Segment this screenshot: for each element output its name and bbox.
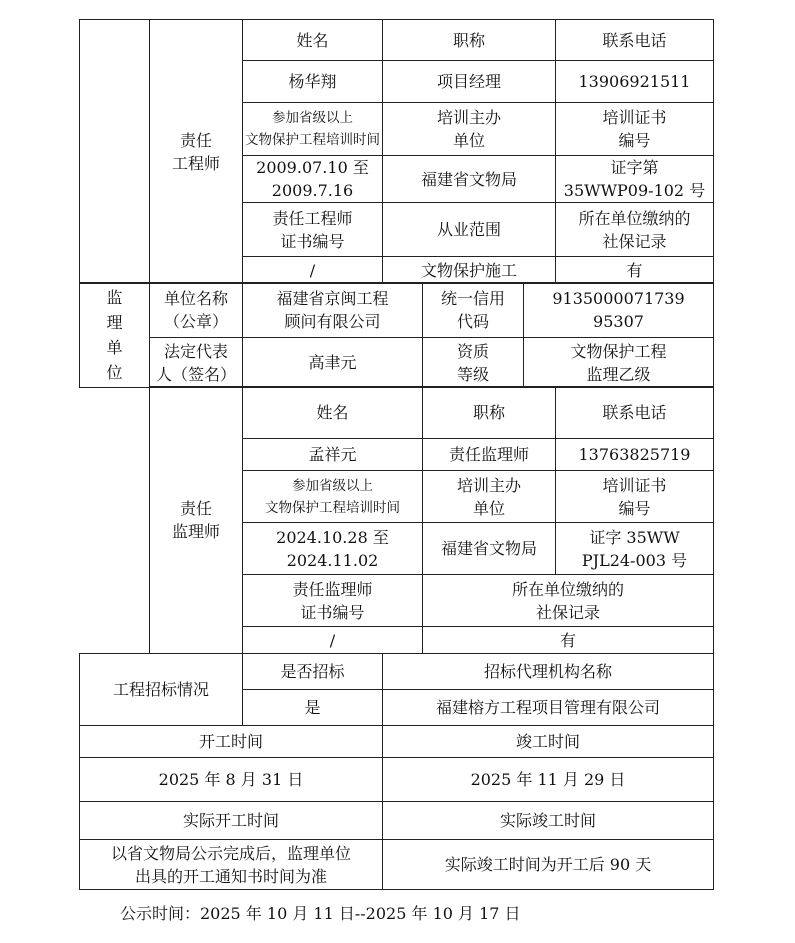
- announcement-period: 公示时间：2025 年 10 月 11 日--2025 年 10 月 17 日: [120, 904, 521, 923]
- engineer-training-org-label: 培训主办 单位: [383, 103, 556, 156]
- engineer-scope-label: 从业范围: [383, 203, 556, 257]
- engineer-phone: 13906921511: [556, 61, 714, 103]
- engineer-training-time: 2009.07.10 至 2009.7.16: [243, 156, 383, 203]
- end-time-value: 2025 年 11 月 29 日: [383, 758, 714, 802]
- supervisor-position-header: 职称: [423, 387, 556, 439]
- actual-start-value: 以省文物局公示完成后，监理单位 出具的开工通知书时间为准: [80, 840, 383, 890]
- supervisor-training-cert-label: 培训证书 编号: [556, 471, 714, 523]
- supervisor-engineer-table: [149, 386, 714, 654]
- engineer-training-cert-label: 培训证书 编号: [556, 103, 714, 156]
- supervisor-qualification-label: 资质 等级: [423, 338, 524, 388]
- bidding-schedule-table: [79, 653, 714, 726]
- supervisor-social: 有: [423, 627, 714, 654]
- start-time-value: 2025 年 8 月 31 日: [80, 758, 383, 802]
- agency-label: 招标代理机构名称: [383, 654, 714, 690]
- actual-end-label: 实际竣工时间: [383, 802, 714, 840]
- engineer-cert-no: /: [243, 257, 383, 284]
- engineer-training-cert: 证字第 35WWP09-102 号: [556, 156, 714, 203]
- supervisor-legal-rep-label: 法定代表 人（签名）: [150, 338, 243, 388]
- actual-start-label: 实际开工时间: [80, 802, 383, 840]
- engineer-training-time-label: 参加省级以上 文物保护工程培训时间: [243, 103, 383, 156]
- engineer-training-org: 福建省文物局: [383, 156, 556, 203]
- engineer-phone-header: 联系电话: [556, 20, 714, 61]
- supervisor-name: 孟祥元: [243, 439, 423, 471]
- engineer-position: 项目经理: [383, 61, 556, 103]
- engineer-name-header: 姓名: [243, 20, 383, 61]
- engineer-scope: 文物保护施工: [383, 257, 556, 284]
- supervisor-cert-no-label: 责任监理师 证书编号: [243, 575, 423, 627]
- engineer-name: 杨华翔: [243, 61, 383, 103]
- start-time-label: 开工时间: [80, 726, 383, 758]
- supervisor-qualification: 文物保护工程 监理乙级: [524, 338, 714, 388]
- supervisor-credit-code-label: 统一信用 代码: [423, 283, 524, 338]
- engineer-social-label: 所在单位缴纳的 社保记录: [556, 203, 714, 257]
- schedule-table: [79, 725, 714, 890]
- supervisor-phone: 13763825719: [556, 439, 714, 471]
- is-bid-value: 是: [243, 690, 383, 726]
- supervisor-social-label: 所在单位缴纳的 社保记录: [423, 575, 714, 627]
- supervisor-unit-name-label: 单位名称 （公章）: [150, 283, 243, 338]
- is-bid-label: 是否招标: [243, 654, 383, 690]
- supervisor-training-time: 2024.10.28 至 2024.11.02: [243, 523, 423, 575]
- supervisor-unit-name: 福建省京闽工程 顾问有限公司: [243, 283, 423, 338]
- supervisor-cert-no: /: [243, 627, 423, 654]
- agency-value: 福建榕方工程项目管理有限公司: [383, 690, 714, 726]
- supervisor-phone-header: 联系电话: [556, 387, 714, 439]
- supervisor-title: 责任 监理师: [150, 387, 243, 654]
- supervisor-section-label: 监 理 单 位: [80, 283, 150, 388]
- supervisor-credit-code: 9135000071739 95307: [524, 283, 714, 338]
- end-time-label: 竣工时间: [383, 726, 714, 758]
- engineer-social: 有: [556, 257, 714, 284]
- supervisor-name-header: 姓名: [243, 387, 423, 439]
- actual-end-value: 实际竣工时间为开工后 90 天: [383, 840, 714, 890]
- supervisor-legal-rep: 高聿元: [243, 338, 423, 388]
- engineer-cert-no-label: 责任工程师 证书编号: [243, 203, 383, 257]
- supervisor-table: [79, 282, 714, 388]
- supervisor-training-time-label: 参加省级以上 文物保护工程培训时间: [243, 471, 423, 523]
- bidding-label: 工程招标情况: [80, 654, 243, 726]
- supervisor-position: 责任监理师: [423, 439, 556, 471]
- supervisor-training-org-label: 培训主办 单位: [423, 471, 556, 523]
- supervisor-training-org: 福建省文物局: [423, 523, 556, 575]
- engineer-section-blank: [80, 20, 150, 284]
- engineer-position-header: 职称: [383, 20, 556, 61]
- supervisor-training-cert: 证字 35WW PJL24-003 号: [556, 523, 714, 575]
- engineer-title: 责任 工程师: [150, 20, 243, 284]
- project-info-table: [79, 19, 714, 284]
